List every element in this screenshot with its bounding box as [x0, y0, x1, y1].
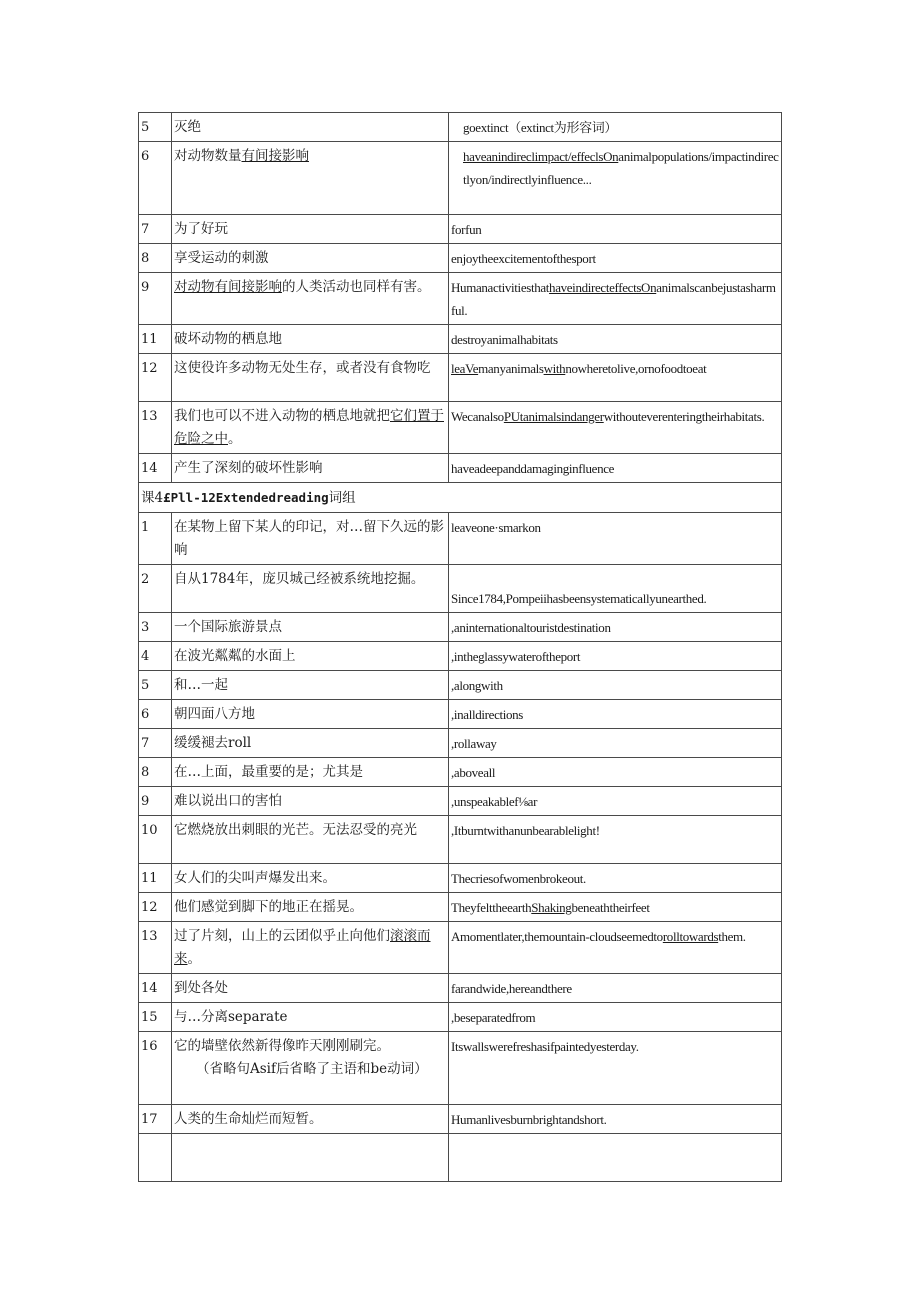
- chinese-phrase: 对动物数量有间接影响: [172, 142, 449, 215]
- english-phrase: [449, 1134, 782, 1182]
- english-phrase: enjoytheexcitementofthesport: [449, 244, 782, 273]
- table-row: [139, 729, 782, 758]
- english-phrase: ,aninternationaltouristdestination: [449, 613, 782, 642]
- table-row: [139, 922, 782, 974]
- table-row: [139, 273, 782, 325]
- grammar-note: （省略句Asif后省略了主语和be动词）: [196, 1061, 428, 1077]
- english-phrase: ,aboveall: [449, 758, 782, 787]
- chinese-phrase: 过了片刻，山上的云团似乎止向他们滚滚而来。: [172, 922, 449, 974]
- table-row: [139, 402, 782, 454]
- lesson-header: 课4£Pll-12Extendedreading词组: [139, 483, 782, 513]
- row-number: 6: [139, 700, 172, 729]
- english-phrase: TheyfelttheearthShakingbeneaththeirfeet: [449, 893, 782, 922]
- table-row: [139, 893, 782, 922]
- table-row: [139, 787, 782, 816]
- english-phrase: ,unspeakablef⅛ar: [449, 787, 782, 816]
- english-phrase: goextinct（extinct为形容词）: [449, 113, 782, 142]
- table-row: [139, 671, 782, 700]
- chinese-phrase: 这使役许多动物无处生存，或者没有食物吃: [172, 354, 449, 402]
- english-phrase: Humanlivesburnbrightandshort.: [449, 1105, 782, 1134]
- row-number: 17: [139, 1105, 172, 1134]
- row-number: 13: [139, 922, 172, 974]
- table-row: [139, 565, 782, 613]
- row-number: 5: [139, 671, 172, 700]
- row-number: 14: [139, 974, 172, 1003]
- chinese-phrase: 它的墙壁依然新得像昨天刚刚刷完。 （省略句Asif后省略了主语和be动词）: [172, 1032, 449, 1105]
- chinese-phrase: 女人们的尖叫声爆发出来。: [172, 864, 449, 893]
- chinese-phrase: 产生了深刻的破坏性影响: [172, 454, 449, 483]
- table-row: [139, 613, 782, 642]
- table-row: [139, 325, 782, 354]
- english-phrase: HumanactivitiesthathaveindirecteffectsOnanimalscanbejustasharmful.: [449, 273, 782, 325]
- table-row: [139, 816, 782, 864]
- table-row: [139, 1134, 782, 1182]
- chinese-phrase: 朝四面八方地: [172, 700, 449, 729]
- row-number: 11: [139, 325, 172, 354]
- chinese-phrase: 与…分离separate: [172, 1003, 449, 1032]
- row-number: 8: [139, 758, 172, 787]
- english-phrase: leaveone·smarkon: [449, 513, 782, 565]
- chinese-phrase: 到处各处: [172, 974, 449, 1003]
- row-number: 9: [139, 273, 172, 325]
- chinese-phrase: 我们也可以不进入动物的栖息地就把它们置于危险之中。: [172, 402, 449, 454]
- table-row: [139, 700, 782, 729]
- english-phrase: forfun: [449, 215, 782, 244]
- table-row: [139, 354, 782, 402]
- chinese-phrase: 在波光粼粼的水面上: [172, 642, 449, 671]
- chinese-phrase: 他们感觉到脚下的地正在摇晃。: [172, 893, 449, 922]
- chinese-phrase: 享受运动的刺激: [172, 244, 449, 273]
- row-number: [139, 1134, 172, 1182]
- chinese-phrase: 在…上面，最重要的是；尤其是: [172, 758, 449, 787]
- chinese-phrase: 在某物上留下某人的印记，对…留下久远的影响: [172, 513, 449, 565]
- chinese-phrase: 自从1784年，庞贝城己经被系统地挖掘。: [172, 565, 449, 613]
- table-row: [139, 113, 782, 142]
- english-phrase: haveadeepanddamaginginfluence: [449, 454, 782, 483]
- row-number: 14: [139, 454, 172, 483]
- english-phrase: ,Itburntwithanunbearablelight!: [449, 816, 782, 864]
- chinese-phrase: 和…一起: [172, 671, 449, 700]
- english-phrase: leaVemanyanimalswithnowheretolive,ornofoodtoeat: [449, 354, 782, 402]
- chinese-phrase: 缓缓褪去roll: [172, 729, 449, 758]
- row-number: 15: [139, 1003, 172, 1032]
- english-phrase: ,intheglassywateroftheport: [449, 642, 782, 671]
- table-row: [139, 1032, 782, 1105]
- table-row: [139, 1105, 782, 1134]
- english-phrase: ,inalldirections: [449, 700, 782, 729]
- row-number: 10: [139, 816, 172, 864]
- row-number: 7: [139, 215, 172, 244]
- row-number: 12: [139, 354, 172, 402]
- vocabulary-table: [138, 112, 782, 1182]
- row-number: 8: [139, 244, 172, 273]
- row-number: 4: [139, 642, 172, 671]
- row-number: 5: [139, 113, 172, 142]
- chinese-phrase: 一个国际旅游景点: [172, 613, 449, 642]
- row-number: 11: [139, 864, 172, 893]
- chinese-phrase: 它燃烧放出刺眼的光芒。无法忍受的亮光: [172, 816, 449, 864]
- table-row: [139, 215, 782, 244]
- chinese-phrase: 破坏动物的栖息地: [172, 325, 449, 354]
- english-phrase: haveanindireclimpact/effeclsOnanimalpopulations/impactindirectlyon/indirectlyinfluence...: [449, 142, 782, 215]
- table-row: [139, 864, 782, 893]
- english-phrase: farandwide,hereandthere: [449, 974, 782, 1003]
- english-phrase: ,rollaway: [449, 729, 782, 758]
- table-row: [139, 244, 782, 273]
- english-phrase: ,alongwith: [449, 671, 782, 700]
- chinese-phrase: 为了好玩: [172, 215, 449, 244]
- row-number: 6: [139, 142, 172, 215]
- table-row: [139, 142, 782, 215]
- table-row: [139, 513, 782, 565]
- english-phrase: Itswallswerefreshasifpaintedyesterday.: [449, 1032, 782, 1105]
- row-number: 13: [139, 402, 172, 454]
- table-row: [139, 642, 782, 671]
- english-phrase: WecanalsoPUtanimalsindangerwithouteverenteringtheirhabitats.: [449, 402, 782, 454]
- english-phrase: Thecriesofwomenbrokeout.: [449, 864, 782, 893]
- english-phrase: ,beseparatedfrom: [449, 1003, 782, 1032]
- row-number: 2: [139, 565, 172, 613]
- row-number: 12: [139, 893, 172, 922]
- english-phrase: Amomentlater,themountain-cloudseemedtorolltowardsthem.: [449, 922, 782, 974]
- table-row: [139, 974, 782, 1003]
- row-number: 3: [139, 613, 172, 642]
- lesson-header-row: [139, 483, 782, 513]
- chinese-phrase: [172, 1134, 449, 1182]
- english-phrase: destroyanimalhabitats: [449, 325, 782, 354]
- table-row: [139, 758, 782, 787]
- row-number: 16: [139, 1032, 172, 1105]
- chinese-phrase: 人类的生命灿烂而短暂。: [172, 1105, 449, 1134]
- row-number: 1: [139, 513, 172, 565]
- table-row: [139, 1003, 782, 1032]
- row-number: 9: [139, 787, 172, 816]
- chinese-phrase: 难以说出口的害怕: [172, 787, 449, 816]
- chinese-phrase: 灭绝: [172, 113, 449, 142]
- english-phrase: Since1784,Pompeiihasbeensystematicallyunearthed.: [449, 565, 782, 613]
- chinese-phrase: 对动物有间接影响的人类活动也同样有害。: [172, 273, 449, 325]
- table-row: [139, 454, 782, 483]
- row-number: 7: [139, 729, 172, 758]
